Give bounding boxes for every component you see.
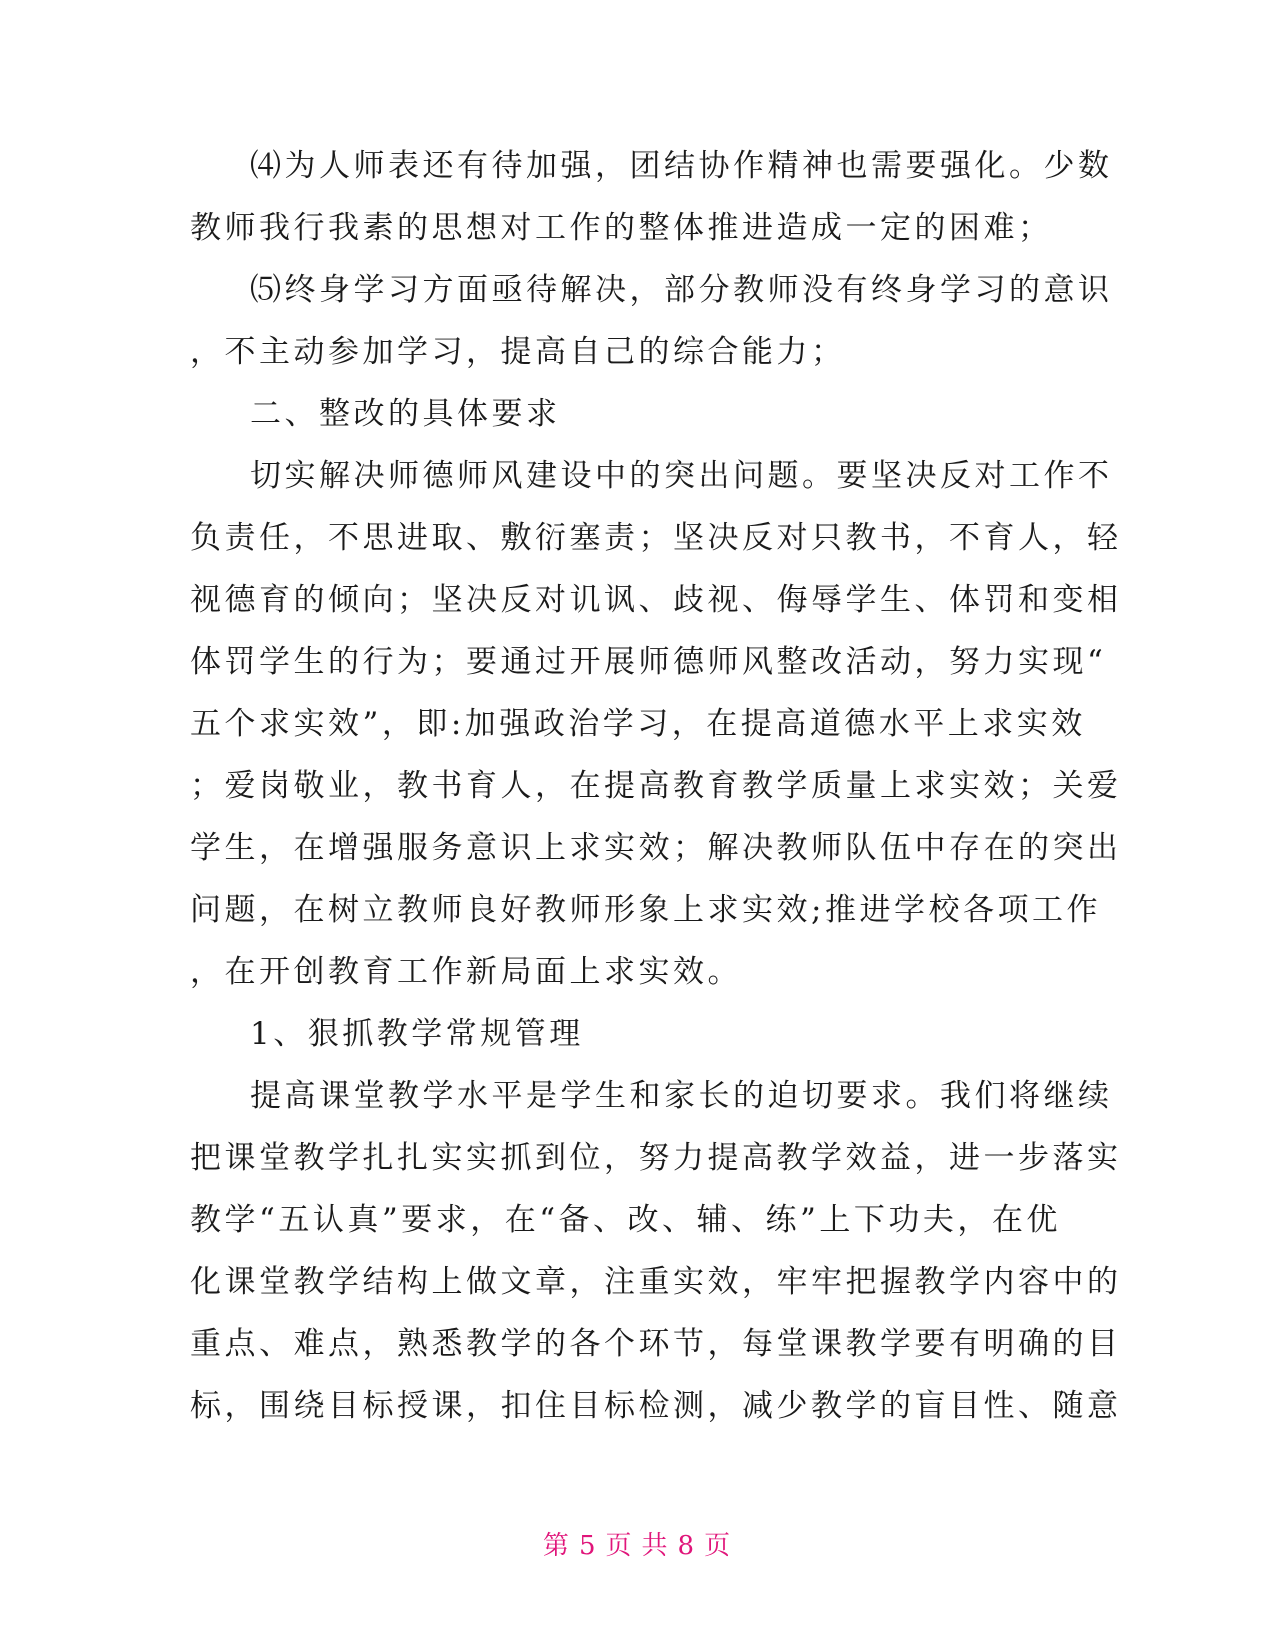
paragraph-line: ⑸终身学习方面亟待解决，部分教师没有终身学习的意识: [250, 272, 1113, 308]
paragraph-line: 把课堂教学扎扎实实抓到位，努力提高教学效益，进一步落实: [190, 1140, 1122, 1176]
paragraph-line: ，在开创教育工作新局面上求实效。: [190, 954, 742, 990]
paragraph-line: ，不主动参加学习，提高自己的综合能力；: [190, 334, 846, 370]
paragraph-line: 重点、难点，熟悉教学的各个环节，每堂课教学要有明确的目: [190, 1326, 1122, 1362]
paragraph-line: 提高课堂教学水平是学生和家长的迫切要求。我们将继续: [250, 1078, 1113, 1114]
page-label-total: 共: [641, 1531, 670, 1561]
page-total: 8: [677, 1531, 697, 1561]
paragraph-line: 标，围绕目标授课，扣住目标检测，减少教学的盲目性、随意: [190, 1388, 1122, 1424]
paragraph-line: 化课堂教学结构上做文章，注重实效，牢牢把握教学内容中的: [190, 1264, 1122, 1300]
paragraph-line: ；爱岗敬业，教书育人，在提高教育教学质量上求实效；关爱: [190, 768, 1122, 804]
paragraph-line: 问题，在树立教师良好教师形象上求实效;推进学校各项工作: [190, 892, 1101, 928]
paragraph-line: 负责任，不思进取、敷衍塞责；坚决反对只教书，不育人，轻: [190, 520, 1122, 556]
paragraph-line: 视德育的倾向；坚决反对讥讽、歧视、侮辱学生、体罚和变相: [190, 582, 1122, 618]
page-number-footer: [0, 1528, 1275, 1564]
paragraph-line: ⑷为人师表还有待加强，团结协作精神也需要强化。少数: [250, 148, 1113, 184]
paragraph-line: 五个求实效”，即:加强政治学习，在提高道德水平上求实效: [190, 706, 1086, 742]
paragraph-line: 教学“五认真”要求，在“备、改、辅、练”上下功夫，在优: [190, 1202, 1061, 1238]
page-label-mid: 页: [605, 1531, 634, 1561]
paragraph-line: 体罚学生的行为；要通过开展师德师风整改活动，努力实现“: [190, 644, 1107, 680]
paragraph-line: 学生，在增强服务意识上求实效；解决教师队伍中存在的突出: [190, 830, 1122, 866]
page-current: 5: [578, 1531, 598, 1561]
subsection-heading: 1、狠抓教学常规管理: [250, 1016, 584, 1052]
paragraph-line: 教师我行我素的思想对工作的整体推进造成一定的困难；: [190, 210, 1053, 246]
page-label-suffix: 页: [704, 1531, 733, 1561]
section-heading: 二、整改的具体要求: [250, 396, 561, 432]
paragraph-line: 切实解决师德师风建设中的突出问题。要坚决反对工作不: [250, 458, 1113, 494]
page-label-prefix: 第: [542, 1531, 571, 1561]
